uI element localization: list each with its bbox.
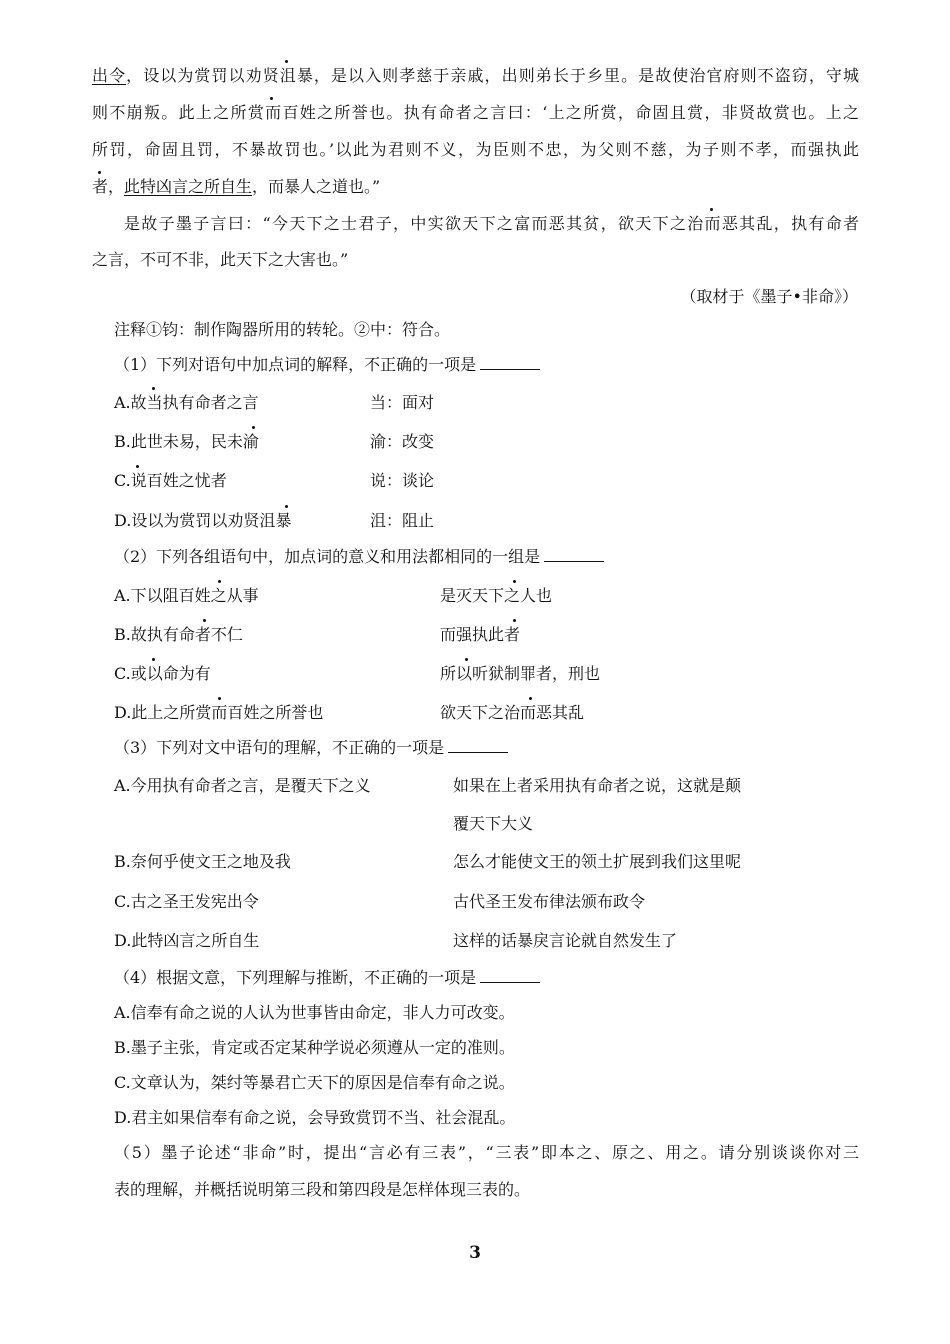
q3-option-d-explanation: 这样的话暴戾言论就自然发生了: [453, 931, 678, 950]
emphasis-dot: [529, 697, 532, 700]
answer-blank: [480, 355, 540, 370]
source-citation: （取材于《墨子•非命》）: [680, 287, 858, 306]
q2-option-d-right: 欲天下之治而恶其乱: [440, 703, 585, 722]
q2-option-d-left: D.此上之所赏而百姓之所誉也: [114, 703, 324, 722]
q3-option-c-sentence: C.古之圣王发宪出令: [114, 892, 259, 911]
emphasis-dot: [285, 60, 288, 63]
q2-option-b-right: 而强执此者: [440, 625, 521, 644]
q2-option-c-right: 所以听狱制罪者，刑也: [440, 664, 601, 683]
q1-option-a: A.故当执有命者之言: [114, 393, 259, 412]
q1-option-b-gloss: 渝：改变: [370, 432, 435, 451]
annotation-notes: 注释①钧：制作陶器所用的转轮。②中：符合。: [114, 320, 451, 339]
passage-line-2: 则不崩叛。此上之所赏而百姓之所誉也。执有命者之言曰：‘上之所赏，命固且赏，非贤故赏也。上之: [92, 103, 859, 122]
emphasis-dot: [136, 465, 139, 468]
question-5-line-2: 表的理解，并概括说明第三段和第四段是怎样体现三表的。: [114, 1180, 531, 1199]
answer-blank: [544, 547, 604, 562]
passage-line-3: 所罚，命固且罚，不暴故罚也。’以此为君则不义，为臣则不忠，为父则不慈，为子则不孝，而强执此: [92, 140, 859, 159]
q1-option-d-gloss: 沮：阻止: [370, 511, 435, 530]
emphasis-dot: [270, 97, 273, 100]
emphasis-dot: [218, 697, 221, 700]
q4-option-d: D.君主如果信奉有命之说，会导致赏罚不当、社会混乱。: [114, 1108, 516, 1127]
q2-option-b-left: B.故执有命者不仁: [114, 625, 243, 644]
emphasis-dot: [465, 658, 468, 661]
question-5-line-1: （5）墨子论述“非命”时，提出“言必有三表”，“三表”即本之、原之、用之。请分别谈谈你对三: [114, 1143, 859, 1162]
q3-option-a-sentence: A.今用执有命者之言，是覆天下之义: [114, 776, 371, 795]
q3-option-b-sentence: B.奈何乎使文王之地及我: [114, 852, 291, 871]
q3-option-b-explanation: 怎么才能使文王的领土扩展到我们这里呢: [453, 852, 742, 871]
emphasis-dot: [203, 619, 206, 622]
passage-line-5: 是故子墨子言曰：“今天下之士君子，中实欲天下之富而恶其贫，欲天下之治而恶其乱，执有命者: [124, 214, 859, 233]
answer-blank: [448, 738, 508, 753]
q2-option-c-left: C.或以命为有: [114, 664, 211, 683]
emphasis-dot: [710, 208, 713, 211]
q4-option-a: A.信奉有命之说的人认为世事皆由命定，非人力可改变。: [114, 1003, 515, 1022]
q4-option-c: C.文章认为，桀纣等暴君亡天下的原因是信奉有命之说。: [114, 1073, 515, 1092]
emphasis-dot: [152, 387, 155, 390]
q3-option-c-explanation: 古代圣王发布律法颁布政令: [453, 892, 646, 911]
emphasis-dot: [285, 505, 288, 508]
passage-line-4: 者，此特凶言之所自生，而暴人之道也。”: [92, 177, 381, 196]
emphasis-dot: [513, 580, 516, 583]
q1-option-d: D.设以为赏罚以劝贤沮暴: [114, 511, 292, 530]
q4-option-b: B.墨子主张，肯定或否定某种学说必须遵从一定的准则。: [114, 1038, 515, 1057]
page-number: 3: [469, 1243, 481, 1263]
underlined-phrase: 此特凶言之所自生: [124, 177, 253, 196]
q2-option-a-left: A.下以阻百姓之从事: [114, 586, 259, 605]
q3-option-d-sentence: D.此特凶言之所自生: [114, 931, 260, 950]
emphasis-dot: [98, 171, 101, 174]
q2-option-a-right: 是灭天下之人也: [440, 586, 553, 605]
q3-option-a-explanation: 如果在上者采用执有命者之说，这就是颠: [453, 776, 742, 795]
emphasis-dot: [152, 658, 155, 661]
q1-option-b: B.此世未易，民未渝: [114, 432, 259, 451]
question-3-stem: （3）下列对文中语句的理解，不正确的一项是: [114, 738, 508, 758]
question-1-stem: （1）下列对语句中加点词的解释，不正确的一项是: [114, 355, 540, 375]
question-2-stem: （2）下列各组语句中，加点词的意义和用法都相同的一组是: [114, 547, 604, 567]
q1-option-c-gloss: 说：谈论: [370, 471, 435, 490]
underlined-phrase: 出令: [92, 66, 127, 85]
emphasis-dot: [513, 619, 516, 622]
q3-option-a-explanation-cont: 覆天下大义: [453, 814, 534, 833]
emphasis-dot: [252, 426, 255, 429]
q1-option-c: C.说百姓之忧者: [114, 471, 227, 490]
answer-blank: [480, 968, 540, 983]
question-4-stem: （4）根据文意，下列理解与推断，不正确的一项是: [114, 968, 540, 988]
q1-option-a-gloss: 当：面对: [370, 393, 435, 412]
passage-line-6: 之言，不可不非，此天下之大害也。”: [92, 250, 349, 269]
passage-line-1: 出令，设以为赏罚以劝贤沮暴，是以入则孝慈于亲戚，出则弟长于乡里。是故使治官府则不盗窃，守城: [92, 66, 859, 85]
emphasis-dot: [218, 580, 221, 583]
